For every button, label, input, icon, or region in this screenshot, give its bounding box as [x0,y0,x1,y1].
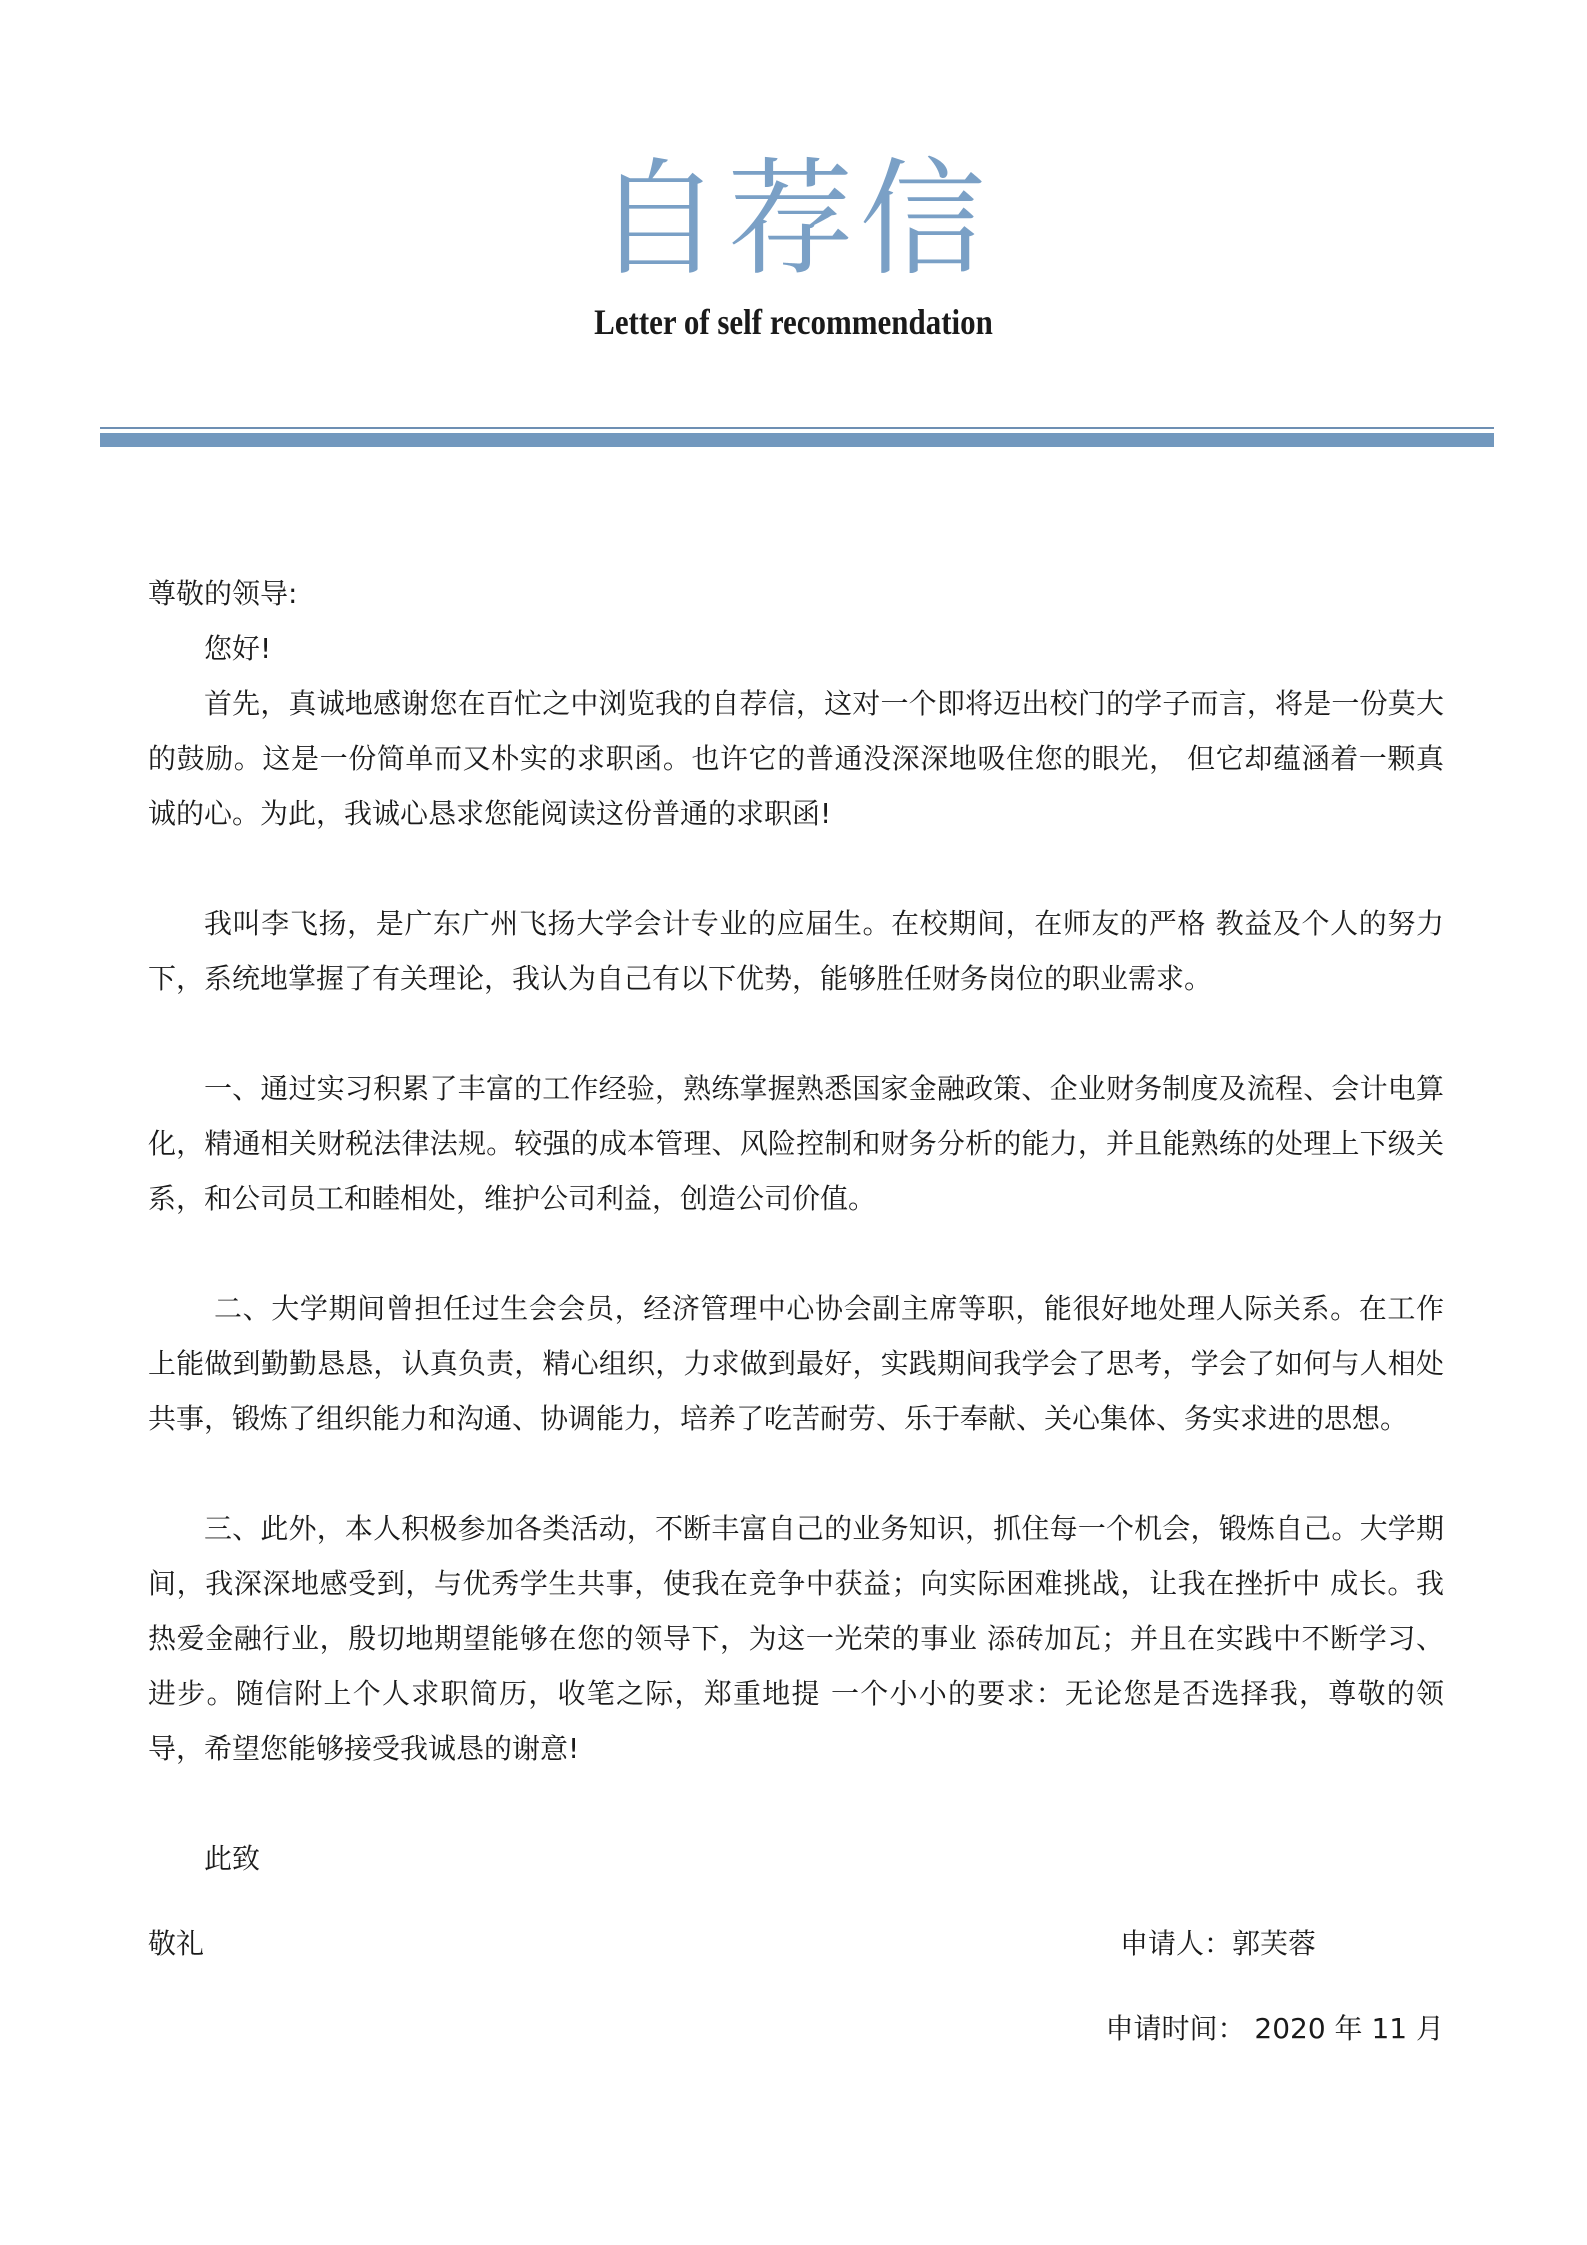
application-date: 申请时间： 2020 年 11 月 [1105,2012,1444,2045]
closing: 此致 [204,1842,261,1875]
header-divider-thin [100,427,1494,429]
paragraph-strength-two: 二、大学期间曾担任过生会会员，经济管理中心协会副主席等职，能很好地处理人际关系。在工作上能做到勤勤恳恳，认真负责，精心组织，力求做到最好，实践期间我学会了思考，学会了如何与人相处共事，锻炼了组织能力和沟通、协调能力，培养了吃苦耐劳、乐于奉献、关心集体、务实求进的思想。 [148,1292,1444,1435]
header-divider-thick [100,433,1494,447]
greeting: 您好! [204,632,272,665]
paragraph-strength-three: 三、此外，本人积极参加各类活动，不断丰富自己的业务知识，抓住每一个机会，锻炼自己。大学期间，我深深地感受到，与优秀学生共事，使我在竞争中获益；向实际困难挑战，让我在挫折中 成长。我热爱金融行业，殷切地期望能够在您的领导下，为这一光荣的事业 添砖加瓦；并且在实践中不断学习、进步。随信附上个人求职简历，收笔之际，郑重地提 一个小小的要求：无论您是否选择我，尊敬的领导，希望您能够接受我诚恳的谢意! [148,1512,1444,1765]
salutation: 尊敬的领导: [148,577,298,610]
regards-row [148,1916,1444,1971]
page-title: 自荐信 [595,146,992,293]
applicant-name: 申请人：郭芙蓉 [1119,1927,1316,1960]
regards: 敬礼 [148,1927,205,1960]
paragraph-background: 我叫李飞扬，是广东广州飞扬大学会计专业的应届生。在校期间，在师友的严格 教益及个人的努力下，系统地掌握了有关理论，我认为自己有以下优势，能够胜任财务岗位的职业需求。 [148,907,1444,995]
paragraph-intro: 首先，真诚地感谢您在百忙之中浏览我的自荐信，这对一个即将迈出校门的学子而言，将是一份莫大的鼓励。这是一份简单而又朴实的求职函。也许它的普通没深深地吸住您的眼光， 但它却蕴涵着一颗真诚的心。为此，我诚心恳求您能阅读这份普通的求职函! [148,687,1444,830]
paragraph-strength-one: 一、通过实习积累了丰富的工作经验，熟练掌握熟悉国家金融政策、企业财务制度及流程、会计电算化，精通相关财税法律法规。较强的成本管理、风险控制和财务分析的能力，并且能熟练的处理上下级关系，和公司员工和睦相处，维护公司利益，创造公司价值。 [148,1072,1444,1215]
letter-body [148,566,1444,2056]
page-subtitle: Letter of self recommendation [594,302,993,342]
